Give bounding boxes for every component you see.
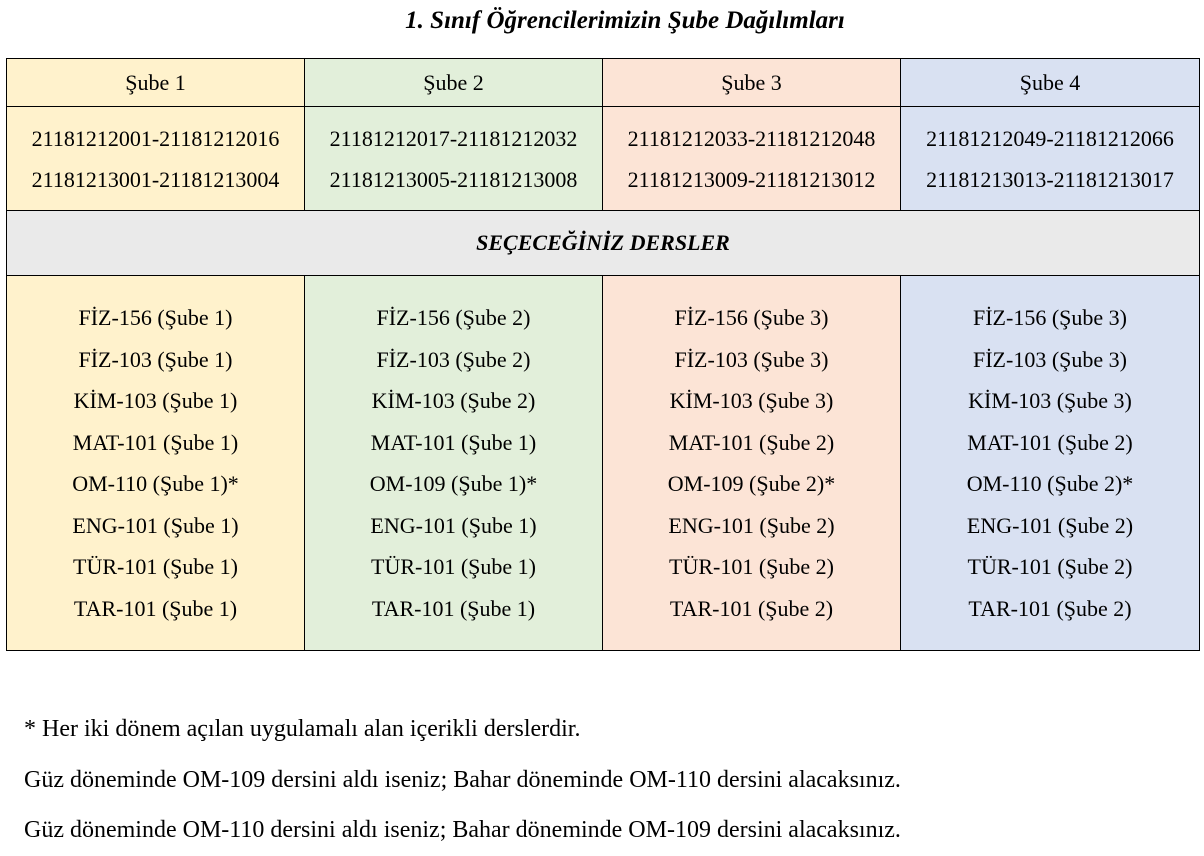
course-item: KİM-103 (Şube 1) (73, 388, 238, 413)
student-range-row (7, 107, 1200, 211)
sube-4-header: Şube 4 (901, 59, 1200, 107)
footnote-om109: Güz döneminde OM-109 dersini aldı iseniz; Bahar döneminde OM-110 dersini alacaksınız. (24, 766, 901, 793)
course-item: TÜR-101 (Şube 1) (73, 554, 238, 579)
sube-1-ranges (7, 107, 305, 211)
sube-4-courses (901, 276, 1200, 651)
course-item: TÜR-101 (Şube 1) (371, 554, 536, 579)
course-item: MAT-101 (Şube 1) (72, 429, 239, 455)
table-header-row (7, 59, 1200, 107)
sube-3-header: Şube 3 (603, 59, 901, 107)
course-list (901, 297, 1199, 629)
footnote-om110: Güz döneminde OM-110 dersini aldı iseniz; Bahar döneminde OM-109 dersini alacaksınız. (24, 817, 901, 843)
course-item: TÜR-101 (Şube 2) (967, 554, 1133, 579)
course-item: ENG-101 (Şube 2) (668, 512, 835, 538)
student-number-range: 21181212001-21181212016 (31, 125, 280, 151)
sube-1-header: Şube 1 (7, 59, 305, 107)
course-item: FİZ-156 (Şube 2) (376, 305, 531, 330)
student-number-range: 21181213005-21181213008 (329, 166, 578, 192)
course-item: TAR-101 (Şube 2) (669, 595, 834, 621)
course-item: KİM-103 (Şube 3) (968, 388, 1132, 413)
student-number-range: 21181213013-21181213017 (926, 166, 1174, 192)
course-item: FİZ-156 (Şube 3) (973, 305, 1127, 330)
sube-1-courses (7, 276, 305, 651)
course-item: FİZ-103 (Şube 1) (78, 346, 233, 372)
sube-4-ranges (901, 107, 1200, 211)
course-list (603, 297, 900, 629)
course-item: MAT-101 (Şube 2) (668, 429, 835, 455)
course-item: OM-110 (Şube 1)* (72, 471, 239, 496)
course-item: FİZ-103 (Şube 3) (973, 346, 1127, 372)
course-item: ENG-101 (Şube 1) (370, 512, 537, 538)
sube-2-ranges (305, 107, 603, 211)
course-item: TÜR-101 (Şube 2) (669, 554, 834, 579)
sube-3-ranges (603, 107, 901, 211)
student-number-range: 21181213001-21181213004 (31, 166, 280, 192)
course-row (7, 276, 1200, 651)
course-item: ENG-101 (Şube 1) (72, 512, 239, 538)
course-item: TAR-101 (Şube 1) (371, 595, 536, 621)
page-title: 1. Sınıf Öğrencilerimizin Şube Dağılımları (405, 7, 845, 34)
course-item: ENG-101 (Şube 2) (966, 512, 1134, 538)
course-item: FİZ-156 (Şube 1) (78, 305, 233, 330)
course-list (7, 297, 304, 629)
student-number-range: 21181213009-21181213012 (627, 166, 876, 192)
sube-2-courses (305, 276, 603, 651)
footnote-asterisk: * Her iki dönem açılan uygulamalı alan içerikli derslerdir. (24, 716, 581, 742)
course-item: FİZ-156 (Şube 3) (674, 305, 829, 330)
course-item: FİZ-103 (Şube 3) (674, 346, 829, 372)
sube-3-courses (603, 276, 901, 651)
student-number-range: 21181212017-21181212032 (329, 125, 578, 151)
student-number-range: 21181212049-21181212066 (926, 125, 1174, 151)
course-item: TAR-101 (Şube 1) (73, 595, 238, 621)
section-title: SEÇECEĞİNİZ DERSLER (7, 211, 1200, 276)
student-number-range: 21181212033-21181212048 (627, 125, 876, 151)
course-item: TAR-101 (Şube 2) (968, 595, 1132, 621)
course-item: FİZ-103 (Şube 2) (376, 346, 531, 372)
course-item: OM-110 (Şube 2)* (966, 471, 1134, 496)
course-item: OM-109 (Şube 2)* (667, 471, 836, 496)
footnotes (24, 704, 1184, 856)
course-list (305, 297, 602, 629)
course-item: KİM-103 (Şube 2) (371, 388, 536, 413)
course-item: KİM-103 (Şube 3) (669, 388, 834, 413)
course-item: MAT-101 (Şube 2) (967, 429, 1133, 455)
sube-2-header: Şube 2 (305, 59, 603, 107)
distribution-table (6, 58, 1200, 651)
course-item: MAT-101 (Şube 1) (370, 429, 537, 455)
section-title-row (7, 211, 1200, 276)
course-item: OM-109 (Şube 1)* (369, 471, 538, 496)
